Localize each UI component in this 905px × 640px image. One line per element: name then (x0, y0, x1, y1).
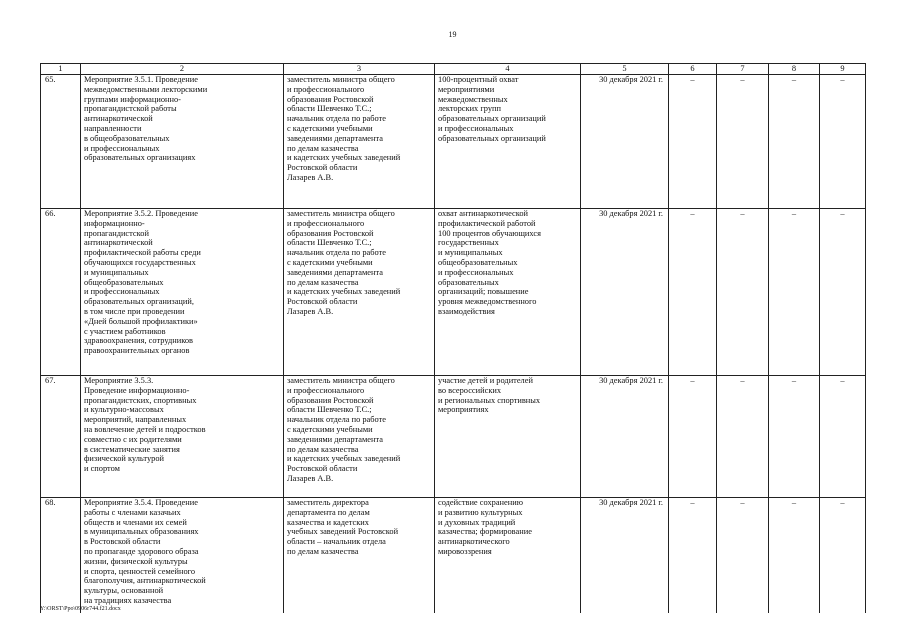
value-cell: – (820, 75, 866, 209)
date-cell: 30 декабря 2021 г. (581, 376, 669, 498)
row-number: 67. (41, 376, 81, 498)
value-cell: – (669, 376, 717, 498)
col-header: 8 (769, 64, 820, 75)
value-cell: – (717, 75, 769, 209)
date-cell: 30 декабря 2021 г. (581, 75, 669, 209)
date-cell: 30 декабря 2021 г. (581, 498, 669, 613)
table-row (41, 209, 866, 376)
table-row (41, 498, 866, 613)
event-cell: Мероприятие 3.5.4. Проведение работы с членами казачьих обществ и членами их семей в муниципальных образованиях в Ростовской области по пропаганде здорового образа жизни, физической культуры и спорта, ценностей семейного благополучия, антинаркотической культуры, основанной на традициях казачества (81, 498, 284, 613)
date-cell: 30 декабря 2021 г. (581, 209, 669, 376)
value-cell: – (717, 498, 769, 613)
col-header: 7 (717, 64, 769, 75)
table-row (41, 376, 866, 498)
event-cell: Мероприятие 3.5.1. Проведение межведомственными лекторскими группами информационно- пропагандистской работы антинаркотической направленности в общеобразовательных и профессиональных образовательных организациях (81, 75, 284, 209)
file-path-footer: Y:\ORST\Ppo\0906r744.f21.docx (40, 606, 121, 612)
value-cell: – (669, 75, 717, 209)
row-number: 68. (41, 498, 81, 613)
program-table (40, 63, 866, 613)
value-cell: – (669, 209, 717, 376)
responsible-cell: заместитель министра общего и профессионального образования Ростовской области Шевченко Т.С.; начальник отдела по работе с кадетскими учебными заведениями департамента по делам казачества и кадетских учебных заведений Ростовской области Лазарев А.В. (284, 209, 435, 376)
col-header: 4 (435, 64, 581, 75)
result-cell: участие детей и родителей во всероссийских и региональных спортивных мероприятиях (435, 376, 581, 498)
row-number: 65. (41, 75, 81, 209)
value-cell: – (769, 498, 820, 613)
row-number: 66. (41, 209, 81, 376)
col-header: 3 (284, 64, 435, 75)
col-header: 5 (581, 64, 669, 75)
result-cell: 100-процентный охват мероприятиями межведомственных лекторских групп образовательных организаций и профессиональных образовательных организаций (435, 75, 581, 209)
col-header: 1 (41, 64, 81, 75)
col-header: 2 (81, 64, 284, 75)
value-cell: – (820, 376, 866, 498)
value-cell: – (717, 209, 769, 376)
page-number: 19 (448, 30, 457, 39)
event-cell: Мероприятие 3.5.2. Проведение информационно- пропагандистской антинаркотической профилактической работы среди обучающихся государственных и муниципальных общеобразовательных и профессиональных образовательных организаций, в том числе при проведении «Дней большой профилактики» с участием работников здравоохранения, сотрудников правоохранительных органов (81, 209, 284, 376)
responsible-cell: заместитель министра общего и профессионального образования Ростовской области Шевченко Т.С.; начальник отдела по работе с кадетскими учебными заведениями департамента по делам казачества и кадетских учебных заведений Ростовской области Лазарев А.В. (284, 376, 435, 498)
table-row (41, 75, 866, 209)
value-cell: – (717, 376, 769, 498)
value-cell: – (669, 498, 717, 613)
responsible-cell: заместитель директора департамента по делам казачества и кадетских учебных заведений Ростовской области – начальник отдела по делам казачества (284, 498, 435, 613)
value-cell: – (820, 498, 866, 613)
value-cell: – (820, 209, 866, 376)
responsible-cell: заместитель министра общего и профессионального образования Ростовской области Шевченко Т.С.; начальник отдела по работе с кадетскими учебными заведениями департамента по делам казачества и кадетских учебных заведений Ростовской области Лазарев А.В. (284, 75, 435, 209)
col-header: 9 (820, 64, 866, 75)
col-header: 6 (669, 64, 717, 75)
value-cell: – (769, 376, 820, 498)
result-cell: охват антинаркотической профилактической работой 100 процентов обучающихся государственных и муниципальных общеобразовательных и профессиональных образовательных организаций; повышение уровня межведомственного взаимодействия (435, 209, 581, 376)
column-number-header (41, 64, 866, 75)
value-cell: – (769, 209, 820, 376)
event-cell: Мероприятие 3.5.3. Проведение информационно- пропагандистских, спортивных и культурно-массовых мероприятий, направленных на вовлечение детей и подростков совместно с их родителями в систематические занятия физической культурой и спортом (81, 376, 284, 498)
result-cell: содействие сохранению и развитию культурных и духовных традиций казачества; формирование антинаркотического мировоззрения (435, 498, 581, 613)
value-cell: – (769, 75, 820, 209)
